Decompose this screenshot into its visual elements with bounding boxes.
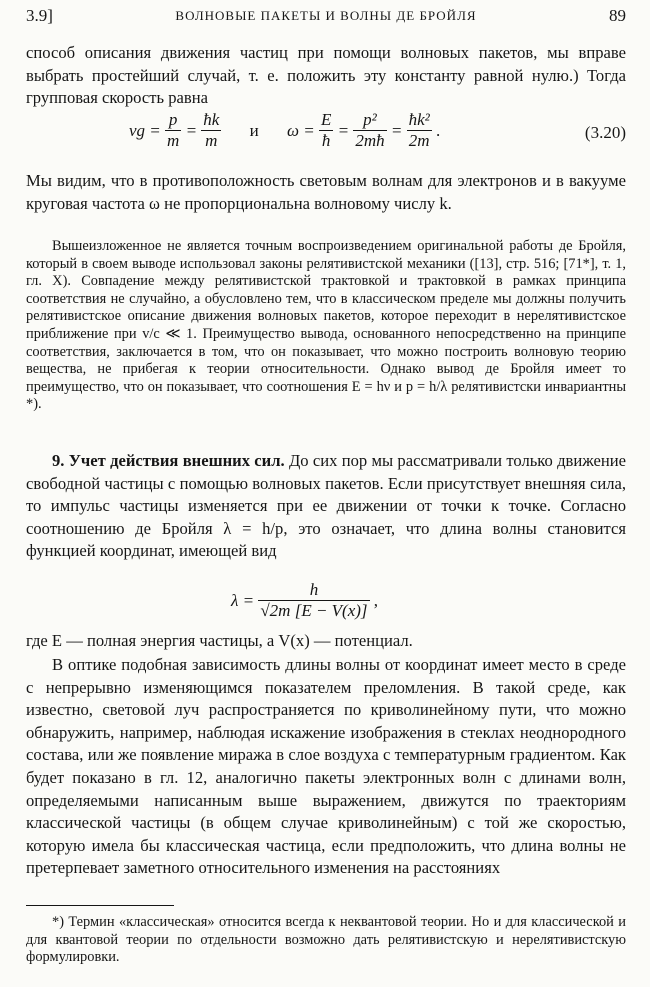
page-number: 89 (609, 6, 626, 25)
frac-E-hbar: $\frac{E}{ħ}$ (320, 110, 332, 150)
frac-hk-m: $\frac{ħk}{m}$ (203, 110, 220, 150)
footnote: *) Термин «классическая» относится всегда к неквантовой теории. Но и для классической и для квантовой теории по отдельности возможно дать релятивистскую и нерелятивистскую формулировки. (26, 914, 626, 966)
paragraph-optics: В оптике подобная зависимость длины волны от координат имеет место в среде с непрерывно изменяющимся показателем преломления. В такой среде, как известно, световой луч распространяется по криволинейному пути, что можно обнаружить, например, наблюдая искажение изображения в стеклах неоднородного состава, или же появление миража в слое воздуха с температурным градиентом. Как будет показано в гл. 12, аналогично пакеты электронных волн с длинами волн, определяемыми написанным выше выражением, движутся по траекториям классической частицы (в общем случае криволинейным) с той же скоростью, которую имела бы классическая частица, если предположить, что длина волны не претерпевает заметного относительного изменения на расстояниях (26, 655, 626, 878)
section-9-heading: 9. Учет действия внешних сил. (52, 451, 285, 470)
equation-number: (3.20) (584, 123, 626, 142)
frac-p2-2mhbar: $\frac{\text{p²}}{2mħ}$ (355, 110, 385, 150)
paragraph-intro: способ описания движения частиц при помощи волновых пакетов, мы вправе выбрать простейший случай, т. е. положить эту константу равной нулю.) Тогда групповая скорость равна (26, 43, 626, 108)
paragraph-where: где E — полная энергия частицы, а V(x) — потенциал. (26, 631, 413, 650)
section-9-text: До сих пор мы рассматривали только движение свободной частицы с помощью волновых пакетов. Если присутствует внешняя сила, то импульс частицы изменяется при ее движении от точки к точке. Согласно соотношению де Бройля λ = h/p, это означает, что длина волны становится функцией координат, имеющей вид (26, 451, 626, 561)
frac-hk2-2m: $\frac{\text{ħk²}}{2m}$ (408, 110, 430, 150)
small-print-note: Вышеизложенное не является точным воспроизведением оригинальной работы де Бройля, который в своем выводе использовал законы релятивистской механики ([13], стр. 516; [71*], т. 1, гл. X). Совпадение между релятивистской трактовкой и трактовкой в рамках принципа соответствия не случайно, а обусловлено тем, что в классическом пределе мы должны получить релятивистское описание движения волновых пакетов, которое переходит в нерелятивистское приближение при v/c ≪ 1. Преимущество вывода, основанного непосредственно на принципе соответствия, заключается в том, что он показывает, что можно построить волновую теорию вещества, не прибегая к теории относительности. Однако вывод де Бройля имеет то преимущество, что он показывает, что соотношения E = hν и p = h/λ релятивистски инвариантны *). (26, 238, 626, 413)
equation-lambda: λ = $\frac{h}{√2m [E - V(x)]}$ , (231, 580, 379, 620)
eq-and: и (249, 120, 259, 140)
eq-vg: vg = (129, 120, 161, 140)
frac-h-sqrt: $\frac{h}{√2m [E - V(x)]}$ (260, 580, 368, 620)
equation-3-20: vg = $\frac{p}{m}$ = $\frac{ħk}{m}$ и ω = $\frac{E}{ħ}$ = $\frac{\text{p²}}{2mħ}$ = $\frac{\text{ħk²}}{2m}$ . (3.20) (129, 110, 626, 150)
running-header (26, 6, 626, 32)
paragraph-dispersion: Мы видим, что в противоположность световым волнам для электронов и в вакууме круговая частота ω не пропорциональна волновому числу k. (26, 171, 626, 213)
eq-omega: ω = (286, 120, 315, 140)
section-number: 3.9] (26, 6, 53, 25)
running-title: ВОЛНОВЫЕ ПАКЕТЫ И ВОЛНЫ ДЕ БРОЙЛЯ (175, 8, 477, 23)
section-9 (26, 450, 626, 563)
footnote-rule (26, 905, 174, 906)
frac-p-m: $\frac{p}{m}$ (167, 110, 180, 150)
